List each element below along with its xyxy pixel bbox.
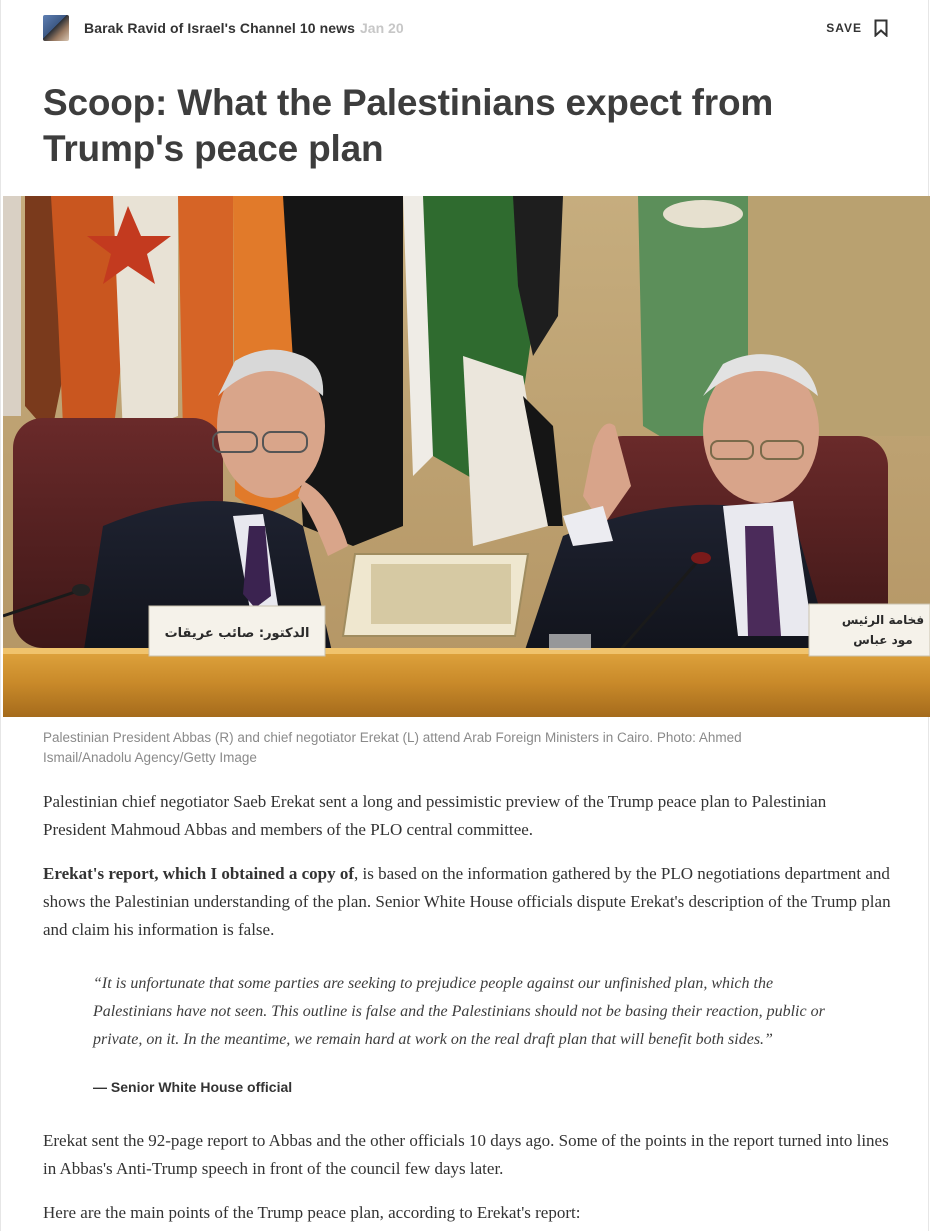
article-paragraph-1: Palestinian chief negotiator Saeb Erekat sent a long and pessimistic preview of the Trump peace plan to Palestinian President Mahmoud Abbas and members of the PLO central committee. bbox=[43, 792, 827, 839]
paragraph-2-bold-link[interactable]: Erekat's report, which I obtained a copy of bbox=[43, 864, 355, 883]
article-paragraph-4: Here are the main points of the Trump peace plan, according to Erekat's report: bbox=[43, 1203, 581, 1222]
nameplate-left: الدكتور: صائب عريقات bbox=[164, 626, 310, 641]
nameplate-right-line1: فخامة الرئيس bbox=[841, 613, 925, 627]
article-headline: Scoop: What the Palestinians expect from Trump's peace plan bbox=[43, 82, 774, 169]
save-button[interactable] bbox=[826, 14, 888, 42]
bookmark-icon bbox=[874, 19, 888, 37]
nameplate-right-line2: مود عباس bbox=[853, 633, 913, 647]
publish-date: Jan 20 bbox=[360, 20, 404, 36]
quote-attribution: — Senior White House official bbox=[93, 1079, 293, 1095]
photo-caption: Palestinian President Abbas (R) and chief negotiator Erekat (L) attend Arab Foreign Ministers in Cairo. Photo: Ahmed Ismail/Anadolu Agency/Getty Image bbox=[43, 730, 742, 765]
article-photo[interactable] bbox=[3, 196, 930, 717]
blockquote: “It is unfortunate that some parties are seeking to prejudice people against our unfinished plan, which the Palestinians have not seen. This outline is false and the Palestinians should not be basing their reaction, public or private, on it. In the meantime, we remain hard at work on the real draft plan that will benefit both sides.” bbox=[93, 975, 825, 1048]
paragraph-2-text: , is based on the information gathered by the PLO negotiations department and shows the Palestinian understanding of the plan. Senior White House officials dispute Erekat's description of the Trump plan and claim his information is false. bbox=[43, 864, 891, 939]
article-paragraph-3: Erekat sent the 92-page report to Abbas and the other officials 10 days ago. Some of the points in the report turned into lines in Abbas's Anti-Trump speech in front of the council few days later. bbox=[43, 1131, 889, 1178]
author-name[interactable]: Barak Ravid of Israel's Channel 10 news bbox=[84, 20, 356, 36]
save-label: SAVE bbox=[826, 21, 862, 35]
photo-illustration bbox=[3, 196, 930, 717]
author-avatar[interactable] bbox=[43, 15, 69, 41]
article-paragraph-2 bbox=[43, 860, 893, 944]
byline bbox=[43, 14, 888, 42]
